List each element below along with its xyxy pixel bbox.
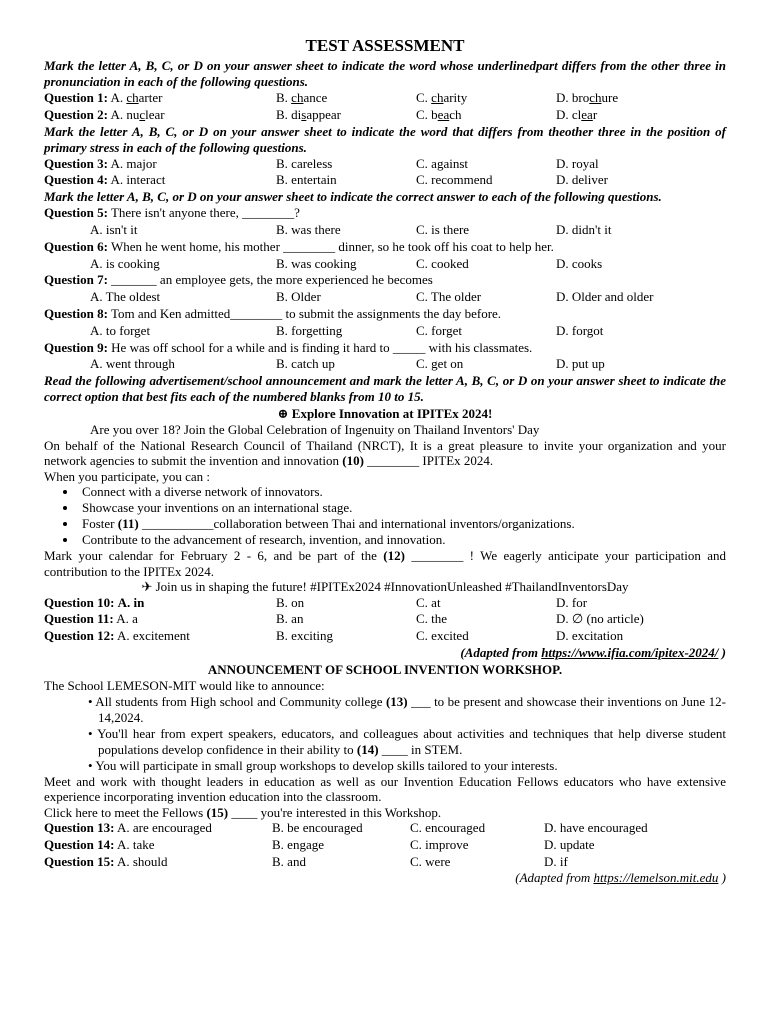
announcement-heading: ANNOUNCEMENT OF SCHOOL INVENTION WORKSHOP. bbox=[207, 662, 563, 678]
ad-intro: Are you over 18? Join the Global Celebration of Ingenuity on Thailand Inventors' Day bbox=[90, 422, 540, 438]
question-15: Question 15: A. should B. and C. were D. if bbox=[44, 853, 568, 869]
announcement-list bbox=[44, 694, 726, 774]
instruction-stress: Mark the letter A, B, C, or D on your answer sheet to indicate the word that differs from theother three in the position of primary stress in each of the following questions. bbox=[44, 123, 726, 155]
list-item: • You will participate in small group workshops to develop skills tailored to your interests. bbox=[88, 757, 558, 773]
test-page bbox=[44, 36, 726, 886]
source-lemelson: (Adapted from https://lemelson.mit.edu ) bbox=[515, 870, 726, 886]
ad-paragraph-1: On behalf of the National Research Council of Thailand (NRCT), It is a great pleasure to invite your organization and your network agencies to submit the invention and innovation (10) ________ IPITEx 2024. bbox=[44, 437, 726, 469]
list-item: • All students from High school and Community college (13) ___ to be present and showcase their inventions on June 12-14,2024. bbox=[88, 693, 726, 725]
question-8-options: A. to forget B. forgetting C. forget D. forgot bbox=[90, 322, 604, 338]
announcement-intro: The School LEMESON-MIT would like to announce: bbox=[44, 678, 325, 694]
question-3: Question 3: A. major B. careless C. against D. royal bbox=[44, 155, 599, 171]
list-item: • Showcase your inventions on an international stage. bbox=[78, 500, 726, 516]
question-7-options: A. The oldest B. Older C. The older D. Older and older bbox=[90, 289, 654, 305]
list-item: • Contribute to the advancement of research, invention, and innovation. bbox=[78, 532, 726, 548]
question-14: Question 14: A. take B. engage C. improve D. update bbox=[44, 836, 595, 852]
question-6-stem: Question 6: When he went home, his mother ________ dinner, so he took off his coat to help her. bbox=[44, 238, 554, 254]
question-13: Question 13: A. are encouraged B. be encouraged C. encouraged D. have encouraged bbox=[44, 820, 648, 836]
question-4: Question 4: A. interact B. entertain C. recommend D. deliver bbox=[44, 172, 608, 188]
ifia-link[interactable]: https://www.ifia.com/ipitex-2024/ bbox=[541, 645, 719, 661]
question-7-stem: Question 7: _______ an employee gets, the more experienced he becomes bbox=[44, 272, 433, 288]
question-2: Question 2: A. nuclear B. disappear C. beach D. clear bbox=[44, 106, 598, 122]
question-6-options: A. is cooking B. was cooking C. cooked D. cooks bbox=[90, 255, 603, 271]
instruction-reading: Read the following advertisement/school announcement and mark the letter A, B, C, or D on your answer sheet to indicate the correct option that best fits each of the numbered blanks from 10 to 15. bbox=[44, 373, 726, 405]
question-5-options: A. isn't it B. was there C. is there D. didn't it bbox=[90, 221, 612, 237]
list-item: • You'll hear from expert speakers, educators, and colleagues about activities and techniques that help diverse student populations develop confidence in their ability to (14) ____ in STEM. bbox=[88, 725, 726, 757]
ad-bullet-list bbox=[44, 484, 726, 548]
plane-icon: ✈ bbox=[141, 579, 153, 595]
ad-paragraph-2: Mark your calendar for February 2 - 6, and be part of the (12) ________ ! We eagerly anticipate your participation and contribution to the IPITEx 2024. bbox=[44, 548, 727, 579]
lemelson-link[interactable]: https://lemelson.mit.edu bbox=[593, 870, 719, 886]
instruction-correct: Mark the letter A, B, C, or D on your answer sheet to indicate the correct answer to each of the following questions. bbox=[44, 189, 662, 205]
announcement-paragraph-2: Click here to meet the Fellows (15) ____ you're interested in this Workshop. bbox=[44, 804, 442, 820]
globe-icon: ⊕ bbox=[277, 406, 289, 422]
question-10: Question 10: A. in B. on C. at D. for bbox=[44, 594, 588, 610]
instruction-pronunciation: Mark the letter A, B, C, or D on your answer sheet to indicate the word whose underlinedpart differs from the other three in pronunciation in each of the following questions. bbox=[44, 58, 726, 89]
announcement-paragraph-1: Meet and work with thought leaders in education as well as our Invention Education Fellows educators who have extensive experience incorporating invention education into the classroom. bbox=[44, 773, 726, 805]
ad-join: ✈ Join us in shaping the future! #IPITEx2024 #InnovationUnleashed #ThailandInventorsDay bbox=[141, 579, 629, 595]
question-8-stem: Question 8: Tom and Ken admitted________ to submit the assignments the day before. bbox=[44, 305, 502, 321]
source-ifia: (Adapted from https://www.ifia.com/ipitex-2024/ ) bbox=[460, 645, 726, 661]
ad-participate: When you participate, you can : bbox=[44, 468, 211, 484]
question-9-stem: Question 9: He was off school for a while and is finding it hard to _____ with his classmates. bbox=[44, 339, 533, 355]
question-11: Question 11: A. a B. an C. the D. ∅ (no article) bbox=[44, 611, 644, 627]
question-12: Question 12: A. excitement B. exciting C. excited D. excitation bbox=[44, 628, 624, 644]
list-item: • Foster (11) ___________collaboration between Thai and international inventors/organizations. bbox=[78, 516, 726, 532]
ad-heading: ⊕ Explore Innovation at IPITEx 2024! bbox=[277, 406, 493, 422]
page-title: TEST ASSESSMENT bbox=[305, 36, 465, 55]
list-item: • Connect with a diverse network of innovators. bbox=[78, 484, 726, 500]
question-5-stem: Question 5: There isn't anyone there, ________? bbox=[44, 205, 300, 221]
question-9-options: A. went through B. catch up C. get on D. put up bbox=[90, 356, 605, 372]
question-1: Question 1: A. charter B. chance C. charity D. brochure bbox=[44, 90, 619, 105]
